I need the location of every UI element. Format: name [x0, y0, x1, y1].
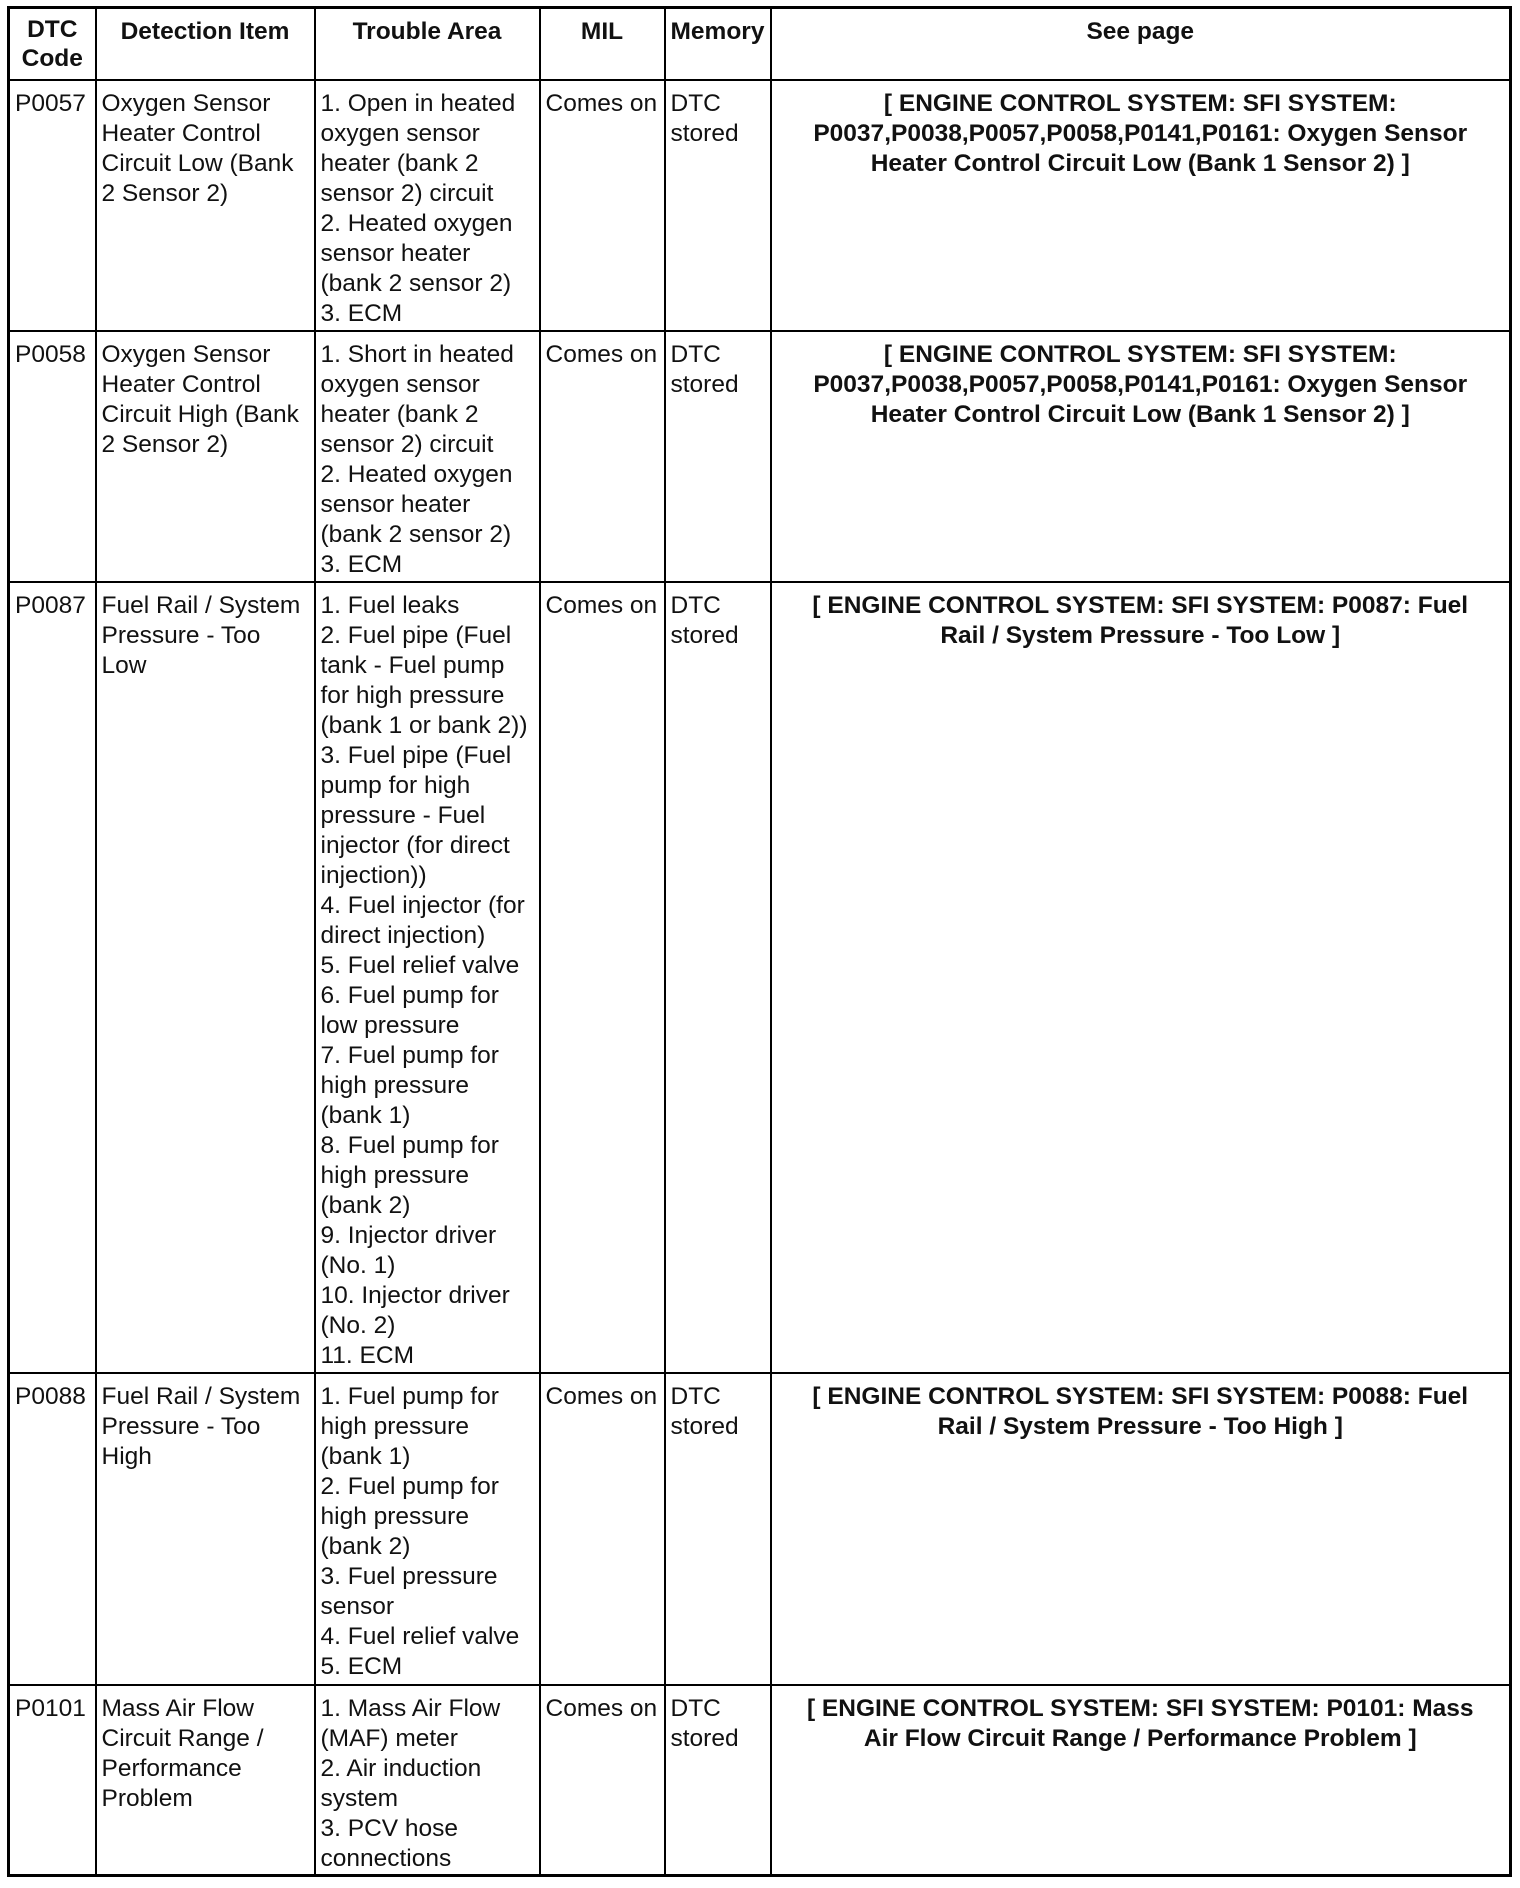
trouble-area-line: pump for high: [320, 772, 471, 800]
trouble-area-line: sensor: [320, 1593, 395, 1621]
see-page-link: [ ENGINE CONTROL SYSTEM: SFI SYSTEM: P0037,P0038,P0057,P0058,P0141,P0161: Oxygen Sensor Heater Control Circuit Low (Bank 1 Sensor 2) ]: [771, 80, 1511, 331]
trouble-area-line: 3. PCV hose: [320, 1814, 459, 1842]
trouble-area-line: low pressure: [320, 1012, 460, 1040]
dtc-code-cell: P0057: [9, 80, 96, 331]
trouble-area-cell: [315, 331, 540, 582]
header-dtc-code: DTC Code: [9, 8, 96, 80]
trouble-area-line: oxygen sensor: [320, 370, 480, 398]
table-row: [9, 80, 1511, 331]
trouble-area-line: heater (bank 2: [320, 149, 479, 177]
detection-item-cell: Oxygen Sensor Heater Control Circuit Low (Bank 2 Sensor 2): [96, 80, 315, 331]
table-row: [9, 1685, 1511, 1876]
trouble-area-line: 3. ECM: [320, 550, 403, 578]
trouble-area-line: 8. Fuel pump for: [320, 1132, 499, 1160]
trouble-area-line: 4. Fuel injector (for: [320, 892, 525, 920]
trouble-area-line: 9. Injector driver: [320, 1222, 497, 1250]
trouble-area-line: sensor heater: [320, 490, 471, 518]
table-body: [9, 80, 1511, 1876]
trouble-area-line: tank - Fuel pump: [320, 652, 505, 680]
trouble-area-line: (bank 2 sensor 2): [320, 269, 512, 297]
trouble-area-line: injection)): [320, 862, 427, 890]
trouble-area-line: 3. ECM: [320, 299, 403, 327]
see-page-link: [ ENGINE CONTROL SYSTEM: SFI SYSTEM: P0087: Fuel Rail / System Pressure - Too Low ]: [771, 582, 1511, 1373]
trouble-area-line: high pressure: [320, 1072, 469, 1100]
memory-cell: DTC stored: [665, 331, 771, 582]
trouble-area-line: injector (for direct: [320, 832, 510, 860]
trouble-area-line: (bank 1): [320, 1443, 411, 1471]
table-row: [9, 582, 1511, 1373]
see-page-link: [ ENGINE CONTROL SYSTEM: SFI SYSTEM: P0101: Mass Air Flow Circuit Range / Performance Problem ]: [771, 1685, 1511, 1876]
dtc-code-cell: P0087: [9, 582, 96, 1373]
trouble-area-line: 3. Fuel pressure: [320, 1563, 498, 1591]
dtc-table: [7, 6, 1512, 1877]
trouble-area-line: system: [320, 1784, 399, 1812]
dtc-code-cell: P0058: [9, 331, 96, 582]
trouble-area-line: 4. Fuel relief valve: [320, 1623, 520, 1651]
trouble-area-line: high pressure: [320, 1503, 469, 1531]
mil-cell: Comes on: [540, 582, 665, 1373]
trouble-area-line: (bank 1): [320, 1102, 411, 1130]
mil-cell: Comes on: [540, 80, 665, 331]
trouble-area-line: sensor 2) circuit: [320, 430, 494, 458]
trouble-area-line: (No. 2): [320, 1312, 396, 1340]
trouble-area-line: 2. Heated oxygen: [320, 209, 513, 237]
trouble-area-line: (bank 1 or bank 2)): [320, 712, 528, 740]
trouble-area-line: (bank 2): [320, 1533, 411, 1561]
trouble-area-line: 1. Open in heated: [320, 89, 516, 117]
detection-item-cell: Mass Air Flow Circuit Range / Performance Problem: [96, 1685, 315, 1876]
trouble-area-line: 1. Fuel leaks: [320, 592, 460, 620]
detection-item-cell: Fuel Rail / System Pressure - Too Low: [96, 582, 315, 1373]
trouble-area-line: 1. Short in heated: [320, 340, 514, 368]
trouble-area-line: direct injection): [320, 922, 486, 950]
mil-cell: Comes on: [540, 1685, 665, 1876]
memory-cell: DTC stored: [665, 582, 771, 1373]
trouble-area-line: (No. 1): [320, 1252, 396, 1280]
memory-cell: DTC stored: [665, 80, 771, 331]
trouble-area-line: 2. Fuel pipe (Fuel: [320, 622, 512, 650]
header-memory: Memory: [665, 8, 771, 80]
dtc-code-cell: P0088: [9, 1373, 96, 1684]
trouble-area-cell: [315, 1373, 540, 1684]
header-see-page: See page: [771, 8, 1511, 80]
trouble-area-line: high pressure: [320, 1162, 469, 1190]
trouble-area-line: 6. Fuel pump for: [320, 982, 499, 1010]
trouble-area-line: 2. Heated oxygen: [320, 460, 513, 488]
dtc-code-cell: P0101: [9, 1685, 96, 1876]
header-row: [9, 8, 1511, 80]
trouble-area-line: 11. ECM: [320, 1342, 414, 1370]
trouble-area-line: (bank 2 sensor 2): [320, 520, 512, 548]
trouble-area-cell: [315, 1685, 540, 1876]
table-row: [9, 1373, 1511, 1684]
trouble-area-line: 5. ECM: [320, 1653, 403, 1681]
trouble-area-line: 10. Injector driver: [320, 1282, 510, 1310]
trouble-area-line: (MAF) meter: [320, 1724, 458, 1752]
see-page-link: [ ENGINE CONTROL SYSTEM: SFI SYSTEM: P0037,P0038,P0057,P0058,P0141,P0161: Oxygen Sensor Heater Control Circuit Low (Bank 1 Sensor 2) ]: [771, 331, 1511, 582]
trouble-area-line: 5. Fuel relief valve: [320, 952, 520, 980]
header-detection-item: Detection Item: [96, 8, 315, 80]
mil-cell: Comes on: [540, 1373, 665, 1684]
detection-item-cell: Oxygen Sensor Heater Control Circuit High (Bank 2 Sensor 2): [96, 331, 315, 582]
see-page-link: [ ENGINE CONTROL SYSTEM: SFI SYSTEM: P0088: Fuel Rail / System Pressure - Too High ]: [771, 1373, 1511, 1684]
trouble-area-line: high pressure: [320, 1413, 469, 1441]
trouble-area-line: 3. Fuel pipe (Fuel: [320, 742, 512, 770]
detection-item-cell: Fuel Rail / System Pressure - Too High: [96, 1373, 315, 1684]
header-mil: MIL: [540, 8, 665, 80]
trouble-area-line: pressure - Fuel: [320, 802, 486, 830]
memory-cell: DTC stored: [665, 1685, 771, 1876]
trouble-area-cell: [315, 80, 540, 331]
trouble-area-line: 2. Air induction: [320, 1754, 482, 1782]
trouble-area-line: (bank 2): [320, 1192, 411, 1220]
trouble-area-line: sensor heater: [320, 239, 471, 267]
trouble-area-line: heater (bank 2: [320, 400, 479, 428]
trouble-area-cell: [315, 582, 540, 1373]
header-trouble-area: Trouble Area: [315, 8, 540, 80]
trouble-area-line: oxygen sensor: [320, 119, 480, 147]
trouble-area-line: 7. Fuel pump for: [320, 1042, 499, 1070]
memory-cell: DTC stored: [665, 1373, 771, 1684]
trouble-area-line: 1. Mass Air Flow: [320, 1694, 501, 1722]
trouble-area-line: connections: [320, 1844, 452, 1872]
trouble-area-line: 2. Fuel pump for: [320, 1473, 499, 1501]
trouble-area-line: for high pressure: [320, 682, 505, 710]
trouble-area-line: 1. Fuel pump for: [320, 1383, 499, 1411]
trouble-area-line: sensor 2) circuit: [320, 179, 494, 207]
mil-cell: Comes on: [540, 331, 665, 582]
table-row: [9, 331, 1511, 582]
